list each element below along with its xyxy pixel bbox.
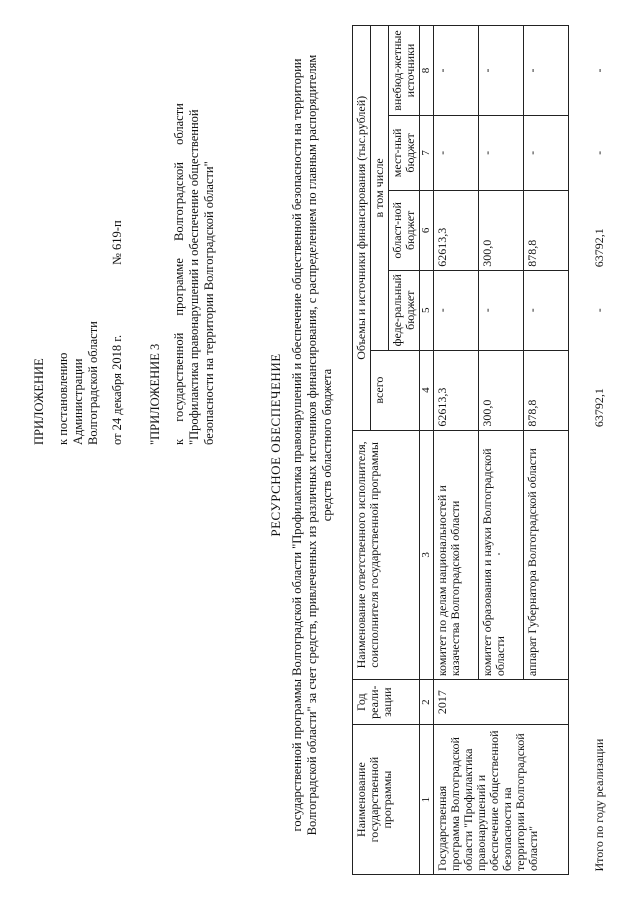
resolution-date: от 24 декабря 2018 г. <box>110 334 124 445</box>
extrabudget-cell: - <box>434 26 479 116</box>
program-name-cell: Государственная программа Волгоградской области "Профилактика правонарушений и обеспечение общественной безопасности на территории Волгоградской области" <box>434 725 569 875</box>
document-subtitle: государственной программы Волгоградской области "Профилактика правонарушений и обеспечение общественной безопасности на территории Волгоградской области" за счет средств, привлеченных из различных источников финансирования, с распределением по главным распорядителям средств областного бюджета <box>290 54 334 836</box>
regional-cell: 878,8 <box>524 190 569 270</box>
region-label: Волгоградской области <box>86 321 100 445</box>
table-row <box>434 26 479 875</box>
grand-total-cell: 63792,1 <box>592 388 606 428</box>
resolution-number: № 619-п <box>110 220 124 265</box>
column-number: 3 <box>420 430 434 680</box>
administration-label: Администрации <box>71 358 85 445</box>
appendix3-label: "ПРИЛОЖЕНИЕ 3 <box>148 343 162 445</box>
local-cell: - <box>524 115 569 190</box>
column-number: 5 <box>420 270 434 350</box>
total-row <box>569 26 609 875</box>
grand-local-cell: - <box>592 150 606 155</box>
program-ref-line1: к государственной программе Волгоградской области <box>172 103 186 445</box>
extrabudget-cell: - <box>479 26 524 116</box>
header-executor: Наименование ответственного исполнителя, соисполнителя государственной программы <box>353 430 420 680</box>
total-cell: 300,0 <box>479 350 524 430</box>
appendix-label: ПРИЛОЖЕНИЕ <box>32 358 46 445</box>
header-extrabudget: внебюд-жетные источники <box>389 26 420 116</box>
header-funding: Объемы и источники финансирования (тыс.рублей) <box>353 26 371 431</box>
executor-cell: комитет по делам национальностей и казачества Волгоградской области <box>434 430 479 680</box>
local-cell: - <box>479 115 524 190</box>
local-cell: - <box>434 115 479 190</box>
program-ref-line3: безопасности на территории Волгоградской области" <box>202 161 216 445</box>
program-ref-line2: "Профилактика правонарушений и обеспечение общественной <box>187 109 201 445</box>
header-regional: област-ной бюджет <box>389 190 420 270</box>
total-cell: 62613,3 <box>434 350 479 430</box>
executor-cell: комитет образования и науки Волгоградской области <box>479 430 524 680</box>
header-including: в том числе <box>371 26 389 351</box>
regional-cell: 62613,3 <box>434 190 479 270</box>
column-number: 4 <box>420 350 434 430</box>
scan-speck <box>498 553 500 555</box>
total-label: Итого по году реализации <box>592 738 606 872</box>
header-program: Наименование государственной программы <box>353 725 420 875</box>
grand-extrabudget-cell: - <box>592 68 606 73</box>
header-year: Год реали-зации <box>353 680 420 725</box>
column-number: 8 <box>420 26 434 116</box>
column-number: 7 <box>420 115 434 190</box>
title-block <box>268 45 335 845</box>
document-title: РЕСУРСНОЕ ОБЕСПЕЧЕНИЕ <box>268 353 283 537</box>
total-cell: 878,8 <box>524 350 569 430</box>
federal-cell: - <box>434 270 479 350</box>
executor-cell: аппарат Губернатора Волгоградской области <box>524 430 569 680</box>
grand-regional-cell: 63792,1 <box>592 228 606 268</box>
grand-federal-cell: - <box>592 308 606 313</box>
federal-cell: - <box>479 270 524 350</box>
header-federal: феде-ральный бюджет <box>389 270 420 350</box>
extrabudget-cell: - <box>524 26 569 116</box>
resolution-label: к постановлению <box>56 352 70 445</box>
regional-cell: 300,0 <box>479 190 524 270</box>
header-total: всего <box>371 350 420 430</box>
column-number: 6 <box>420 190 434 270</box>
column-number: 1 <box>420 725 434 875</box>
column-number: 2 <box>420 680 434 725</box>
year-cell: 2017 <box>434 680 569 725</box>
resource-table <box>352 25 608 875</box>
header-local: мест-ный бюджет <box>389 115 420 190</box>
federal-cell: - <box>524 270 569 350</box>
